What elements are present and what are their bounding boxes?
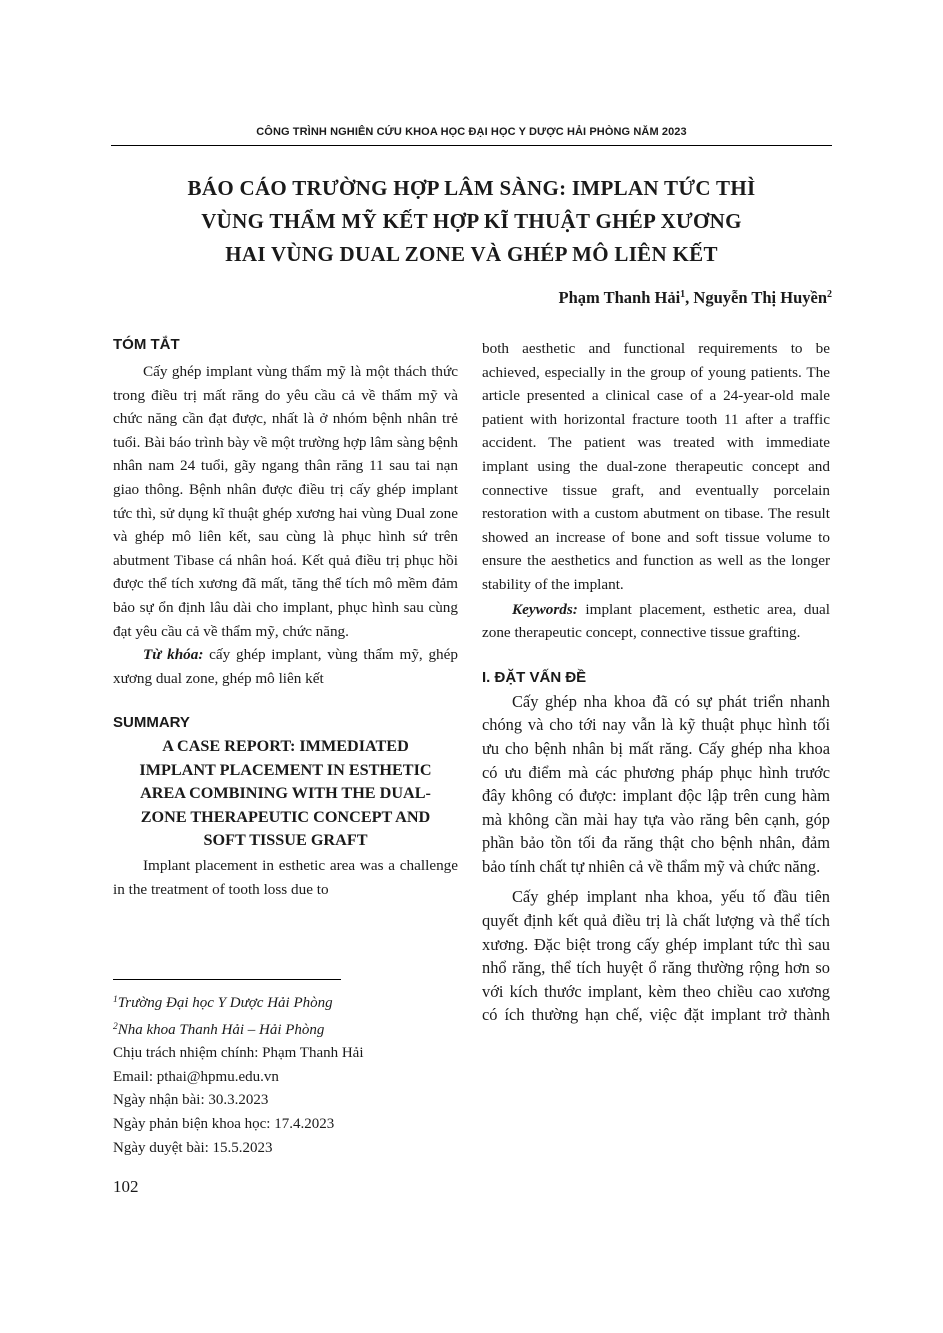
left-column <box>113 334 458 902</box>
intro-paragraph-1: Cấy ghép nha khoa đã có sự phát triển nhanh chóng và cho tới nay vẫn là kỹ thuật phục hình tối ưu cho bệnh nhân bị mất răng. Cấy ghép nha khoa có ưu điểm mà các phương pháp phục hình trước đây không có được: implant độc lập trên cung hàm mà không cần mài hay tựa vào răng bên cạnh, góp phần bảo tồn tối đa răng thật cho bệnh nhân, đảm bảo tính chất tự nhiên cả về thẩm mỹ và chức năng. <box>482 691 830 876</box>
author-separator: , <box>685 288 694 307</box>
affiliation-2-text: Nha khoa Thanh Hải – Hải Phòng <box>117 1021 325 1038</box>
responsible-author: Chịu trách nhiệm chính: Phạm Thanh Hải <box>113 1045 364 1062</box>
footnote-rule <box>113 979 341 980</box>
affiliation-1-text: Trường Đại học Y Dược Hải Phòng <box>117 995 333 1011</box>
summary-title-line-2: IMPLANT PLACEMENT IN ESTHETIC <box>139 760 432 779</box>
affiliation-2-mark: 2 <box>113 1021 118 1032</box>
date-received: Ngày nhận bài: 30.3.2023 <box>113 1092 269 1109</box>
keywords-en-text: implant placement, esthetic area, dual zone therapeutic concept, connective tissue grafting. <box>482 600 830 642</box>
footnotes <box>113 989 458 1160</box>
abstract-vi-keywords <box>113 643 458 690</box>
title-line-1: BÁO CÁO TRƯỜNG HỢP LÂM SÀNG: IMPLAN TỨC THÌ <box>187 176 756 200</box>
summary-body-continued: both aesthetic and functional requirements to be achieved, especially in the group of young patients. The article presented a clinical case of a 24-year-old male patient with horizontal fracture tooth 11 after a traffic accident. The patient was treated with immediate implant using the dual-zone therapeutic concept and connective tissue graft, and eventually porcelain restoration with a custom abutment on tibase. The result showed an increase of bone and soft tissue volume to ensure the aesthetics and function as well as the longer stability of the implant. <box>482 340 830 593</box>
summary-title-line-3: AREA COMBINING WITH THE DUAL- <box>140 784 431 803</box>
summary-body-start: Implant placement in esthetic area was a challenge in the treatment of tooth loss due to <box>113 857 458 898</box>
summary-title <box>113 735 458 852</box>
abstract-vi-heading: TÓM TẮT <box>113 336 180 353</box>
keywords-vi-text: cấy ghép implant, vùng thẩm mỹ, ghép xương dual zone, ghép mô liên kết <box>113 646 458 687</box>
date-reviewed: Ngày phản biện khoa học: 17.4.2023 <box>113 1115 335 1132</box>
author-1-affiliation: 1 <box>680 289 686 300</box>
affiliation-1 <box>113 989 458 1016</box>
summary-title-line-4: ZONE THERAPEUTIC CONCEPT AND <box>140 807 431 826</box>
keywords-vi-label: Từ khóa: <box>143 646 204 664</box>
affiliation-2 <box>113 1016 458 1043</box>
summary-keywords <box>482 598 830 645</box>
article-title <box>111 172 832 271</box>
summary-title-line-1: A CASE REPORT: IMMEDIATED <box>162 737 409 756</box>
keywords-en-label: Keywords: <box>512 600 578 618</box>
page-number: 102 <box>113 1177 139 1196</box>
author-2-affiliation: 2 <box>827 289 832 300</box>
summary-title-line-5: SOFT TISSUE GRAFT <box>203 830 368 849</box>
intro-paragraph-2: Cấy ghép implant nha khoa, yếu tố đầu tiên quyết định kết quả điều trị là chất lượng và thể tích xương. Đặc biệt trong cấy ghép implant tức thì sau nhổ răng, thể tích huyệt ổ răng thường rộng hơn so với kích thước implant, kèm theo chiều cao xương có ích thường hạn chế, việc đặt implant trở thành <box>482 887 830 1025</box>
author-2: Nguyễn Thị Huyền <box>693 288 827 307</box>
header-rule <box>111 145 832 146</box>
title-line-2: VÙNG THẨM MỸ KẾT HỢP KĨ THUẬT GHÉP XƯƠNG <box>201 209 742 233</box>
date-accepted: Ngày duyệt bài: 15.5.2023 <box>113 1139 273 1156</box>
right-column <box>482 334 830 1027</box>
title-line-3: HAI VÙNG DUAL ZONE VÀ GHÉP MÔ LIÊN KẾT <box>225 242 718 266</box>
summary-heading: SUMMARY <box>113 714 190 732</box>
intro-heading: I. ĐẶT VẤN ĐỀ <box>482 668 587 686</box>
author-line <box>559 288 832 308</box>
journal-header: CÔNG TRÌNH NGHIÊN CỨU KHOA HỌC ĐẠI HỌC Y DƯỢC HẢI PHÒNG NĂM 2023 <box>256 126 687 138</box>
contact-email: Email: pthai@hpmu.edu.vn <box>113 1068 279 1085</box>
affiliation-1-mark: 1 <box>113 995 118 1005</box>
author-1: Phạm Thanh Hải <box>558 288 681 307</box>
abstract-vi-body: Cấy ghép implant vùng thẩm mỹ là một thách thức trong điều trị mất răng do yêu cầu cả về thẩm mỹ và chức năng cần đạt được, nhất là ở nhóm bệnh nhân trẻ tuổi. Bài báo trình bày về một trường hợp lâm sàng bệnh nhân nam 24 tuổi, gãy ngang thân răng 11 sau tai nạn giao thông. Bệnh nhân được điều trị cấy ghép implant tức thì, sử dụng kĩ thuật ghép xương hai vùng Dual zone và ghép mô liên kết, sau cùng là phục hình sứ trên abutment Tibase cá nhân hoá. Kết quả điều trị phục hồi được thể tích xương đã mất, tăng thể tích mô mềm đảm bảo sự ổn định lâu dài cho implant, phục hình sau cùng đạt yêu cầu cả về thẩm mỹ, chức năng. <box>113 363 458 640</box>
